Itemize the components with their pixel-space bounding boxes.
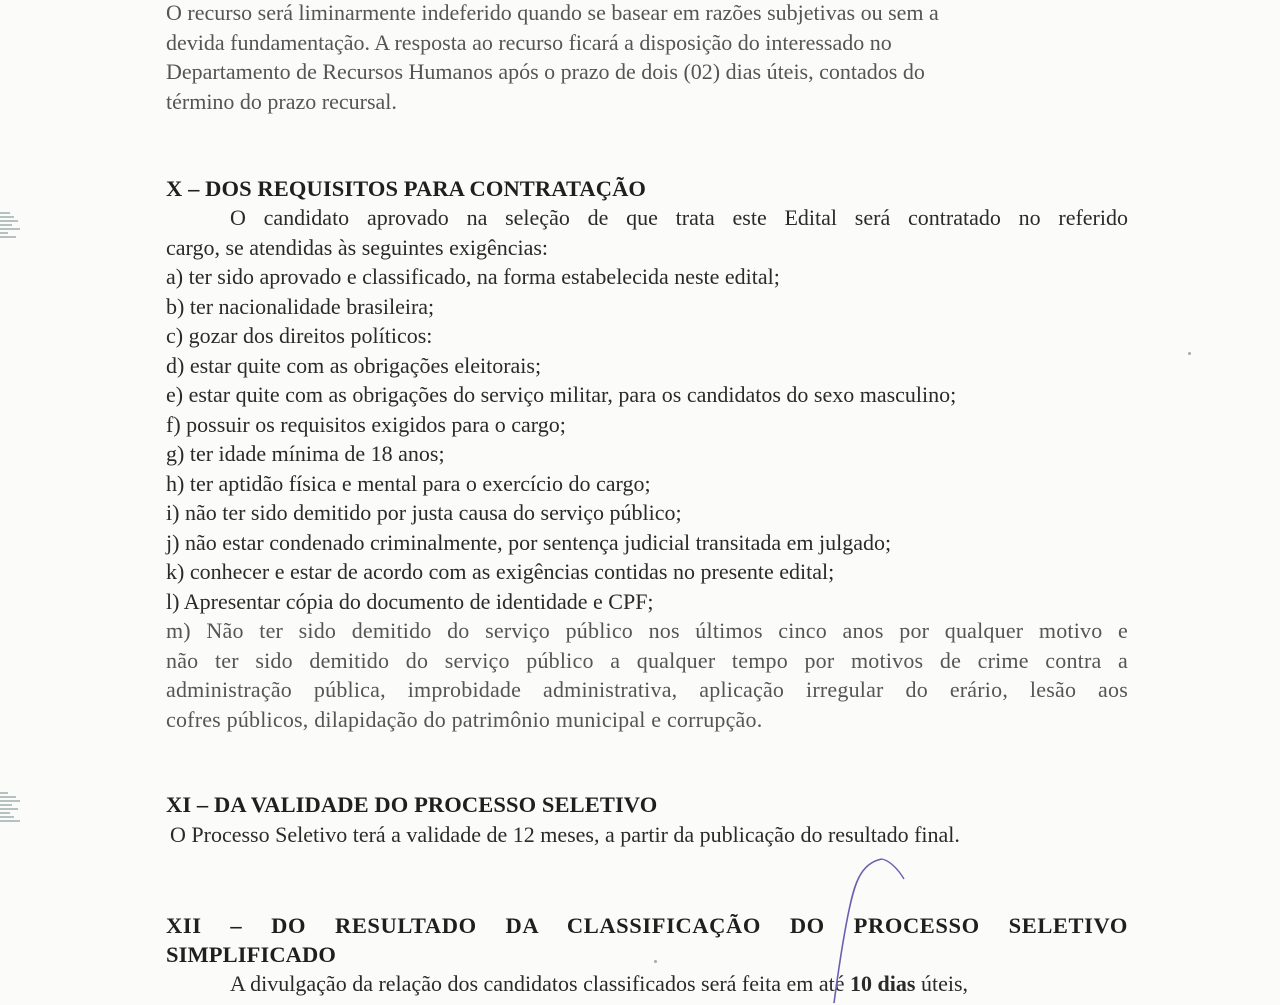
- section-xii-heading-line1: XII – DO RESULTADO DA CLASSIFICAÇÃO DO PROCESSO SELETIVO: [166, 913, 1128, 938]
- text-line: devida fundamentação. A resposta ao recurso ficará a disposição do interessado no: [166, 29, 892, 55]
- recurso-paragraph: [166, 0, 1128, 116]
- scan-speck: [1188, 352, 1191, 355]
- section-x-intro-line: cargo, se atendidas às seguintes exigências:: [166, 234, 549, 260]
- section-x-heading: X – DOS REQUISITOS PARA CONTRATAÇÃO: [166, 176, 647, 201]
- text-segment: úteis,: [915, 971, 969, 996]
- section-xii-text: [166, 969, 1128, 999]
- requirement-item: f) possuir os requisitos exigidos para o cargo;: [166, 411, 566, 437]
- text-segment: A divulgação da relação dos candidatos classificados será feita em até: [230, 971, 851, 996]
- signature-rubric: [820, 855, 910, 1005]
- scan-artifact: [0, 210, 22, 240]
- text-line: término do prazo recursal.: [166, 88, 397, 114]
- requirement-item: h) ter aptidão física e mental para o exercício do cargo;: [166, 470, 651, 496]
- text-line: Departamento de Recursos Humanos após o prazo de dois (02) dias úteis, contados do: [166, 59, 925, 84]
- text-line: O recurso será liminarmente indeferido quando se basear em razões subjetivas ou sem a: [166, 0, 939, 25]
- section-x-body: [166, 203, 1128, 734]
- text-line: m) Não ter sido demitido do serviço público nos últimos cinco anos por qualquer motivo e: [166, 618, 1128, 643]
- requirement-item: b) ter nacionalidade brasileira;: [166, 293, 435, 319]
- scan-artifact: [0, 790, 22, 824]
- section-xii-heading-line2: SIMPLIFICADO: [166, 942, 336, 967]
- section-x-intro-line: O candidato aprovado na seleção de que trata este Edital será contratado no referido: [230, 205, 1128, 230]
- text-line: cofres públicos, dilapidação do patrimônio municipal e corrupção.: [166, 706, 763, 732]
- text-line: não ter sido demitido do serviço público a qualquer tempo por motivos de crime contra a: [166, 647, 1128, 673]
- requirement-item: i) não ter sido demitido por justa causa do serviço público;: [166, 500, 682, 525]
- requirement-item: c) gozar dos direitos políticos:: [166, 323, 433, 348]
- requirement-item: j) não estar condenado criminalmente, por sentença judicial transitada em julgado;: [166, 529, 892, 555]
- text-line: administração pública, improbidade administrativa, aplicação irregular do erário, lesão aos: [166, 677, 1128, 702]
- requirement-item: g) ter idade mínima de 18 anos;: [166, 441, 445, 466]
- requirement-item: k) conhecer e estar de acordo com as exigências contidas no presente edital;: [166, 559, 835, 584]
- requirement-item-m: [166, 616, 1128, 734]
- deadline-bold: 10 dias: [850, 971, 916, 996]
- section-xi-heading: XI – DA VALIDADE DO PROCESSO SELETIVO: [166, 792, 658, 817]
- requirement-item: d) estar quite com as obrigações eleitorais;: [166, 352, 542, 378]
- requirement-item: e) estar quite com as obrigações do serviço militar, para os candidatos do sexo masculino;: [166, 382, 957, 407]
- requirement-item: l) Apresentar cópia do documento de identidade e CPF;: [166, 588, 654, 614]
- section-xi-text: O Processo Seletivo terá a validade de 12 meses, a partir da publicação do resultado final.: [170, 822, 960, 847]
- requirement-item: a) ter sido aprovado e classificado, na forma estabelecida neste edital;: [166, 264, 780, 289]
